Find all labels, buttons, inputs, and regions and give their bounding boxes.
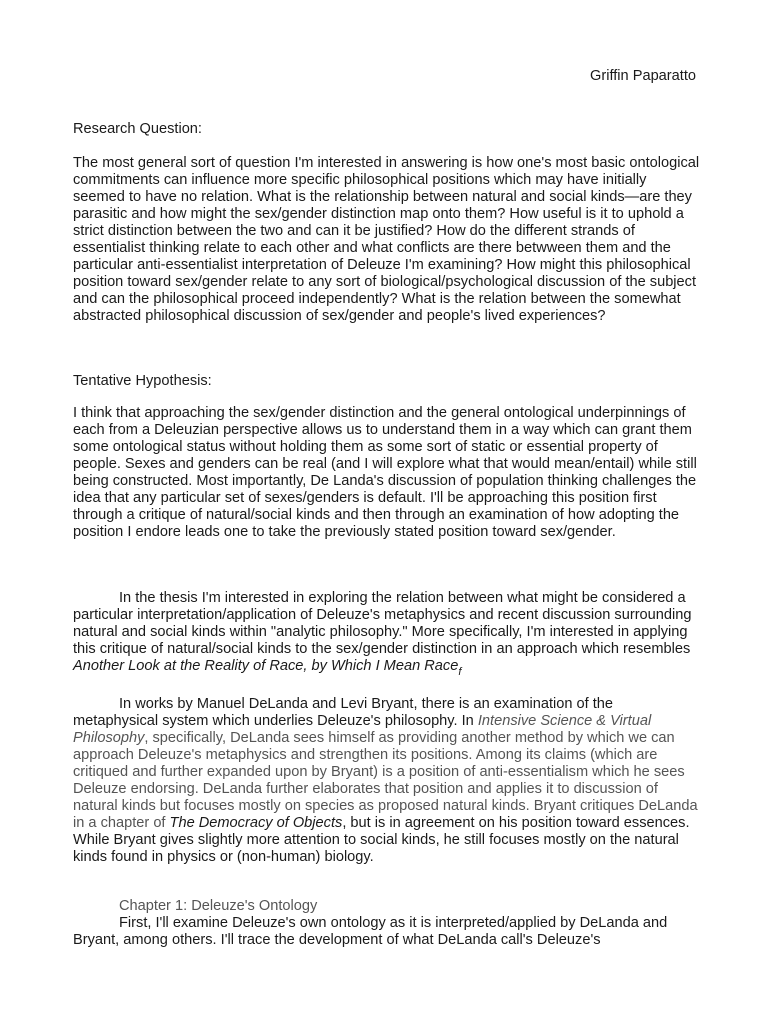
thesis-paragraph-2 bbox=[73, 696, 701, 866]
thesis-p1-title: Another Look at the Reality of Race, by Which I Mean Race bbox=[73, 658, 459, 674]
thesis-p1-text: In the thesis I'm interested in exploring the relation between what might be considered a particular interpretation/application of Deleuze's metaphysics and recent discussion surrounding natural and social kinds within "analytic philosophy." More specifically, I'm interested in applying this critique of natural/social kinds to the sex/gender distinction in an approach which resembles bbox=[73, 590, 692, 657]
thesis-p2-title-2: The Democracy of Objects bbox=[169, 815, 343, 831]
research-question-heading: Research Question: bbox=[73, 121, 202, 137]
thesis-paragraph-1 bbox=[73, 590, 701, 681]
chapter-1-heading: Chapter 1: Deleuze's Ontology bbox=[119, 898, 318, 914]
author-name: Griffin Paparatto bbox=[590, 68, 696, 84]
thesis-p2-text-a: In works by Manuel DeLanda and Levi Bryant, there is an examination of the metaphysical system which underlies Deleuze's philosophy. In bbox=[73, 696, 614, 729]
thesis-p2-text-b: , specifically, DeLanda sees himself as providing another method by which we can approach Deleuze's metaphysics and strengthen its positions. Among its claims (which are critiqued and further expanded upon by Bryant) is a position of anti-essentialism which he sees Deleuze endorsing. DeLanda further elaborates that position and applies it to discussion of natural kinds but focuses mostly on species as proposed natural kinds. Bryant critiques DeLanda in a chapter of bbox=[73, 730, 698, 831]
chapter-1-body: First, I'll examine Deleuze's own ontology as it is interpreted/applied by DeLanda and Bryant, among others. I'll trace the development of what DeLanda call's Deleuze's bbox=[73, 915, 668, 948]
hypothesis-heading: Tentative Hypothesis: bbox=[73, 373, 212, 389]
hypothesis-body: I think that approaching the sex/gender distinction and the general ontological underpinnings of each from a Deleuzian perspective allows us to understand them in a way which can grant them some ontological status without holding them as some sort of static or essential property of people. Sexes and genders can be real (and I will explore what that would mean/entail) while still being constructed. Most importantly, De Landa's discussion of population thinking challenges the idea that any particular set of sexes/genders is default. I'll be approaching this position first through a critique of natural/social kinds and then through an examination of how adopting the position I endore leads one to take the previously stated position toward sex/gender. bbox=[73, 405, 697, 540]
research-question-body: The most general sort of question I'm interested in answering is how one's most basic ontological commitments can influence more specific philosophical positions which may have initially seemed to have no relation. What is the relationship between natural and social kinds—are they parasitic and how might the sex/gender distinction map onto them? How useful is it to uphold a strict distinction between the two and can it be justified? How do the different strands of essentialist thinking relate to each other and what conflicts are there betwween them and the particular anti-essentialist interpretation of Deleuze I'm examining? How might this philosophical position toward sex/gender relate to any sort of biological/psychological discussion of the subject and can the philosophical proceed independently? What is the relation between the somewhat abstracted philosophical discussion of sex/gender and people's lived experiences? bbox=[73, 155, 700, 324]
thesis-p2-text-c: , but is in agreement on his position toward essences. While Bryant gives slightly more attention to social kinds, he still focuses mostly on the natural kinds found in physics or (non-human) biology. bbox=[73, 815, 690, 865]
thesis-p2-title-1: Intensive Science & Virtual Philosophy bbox=[73, 713, 652, 746]
thesis-p1-subscript: f bbox=[458, 666, 462, 678]
